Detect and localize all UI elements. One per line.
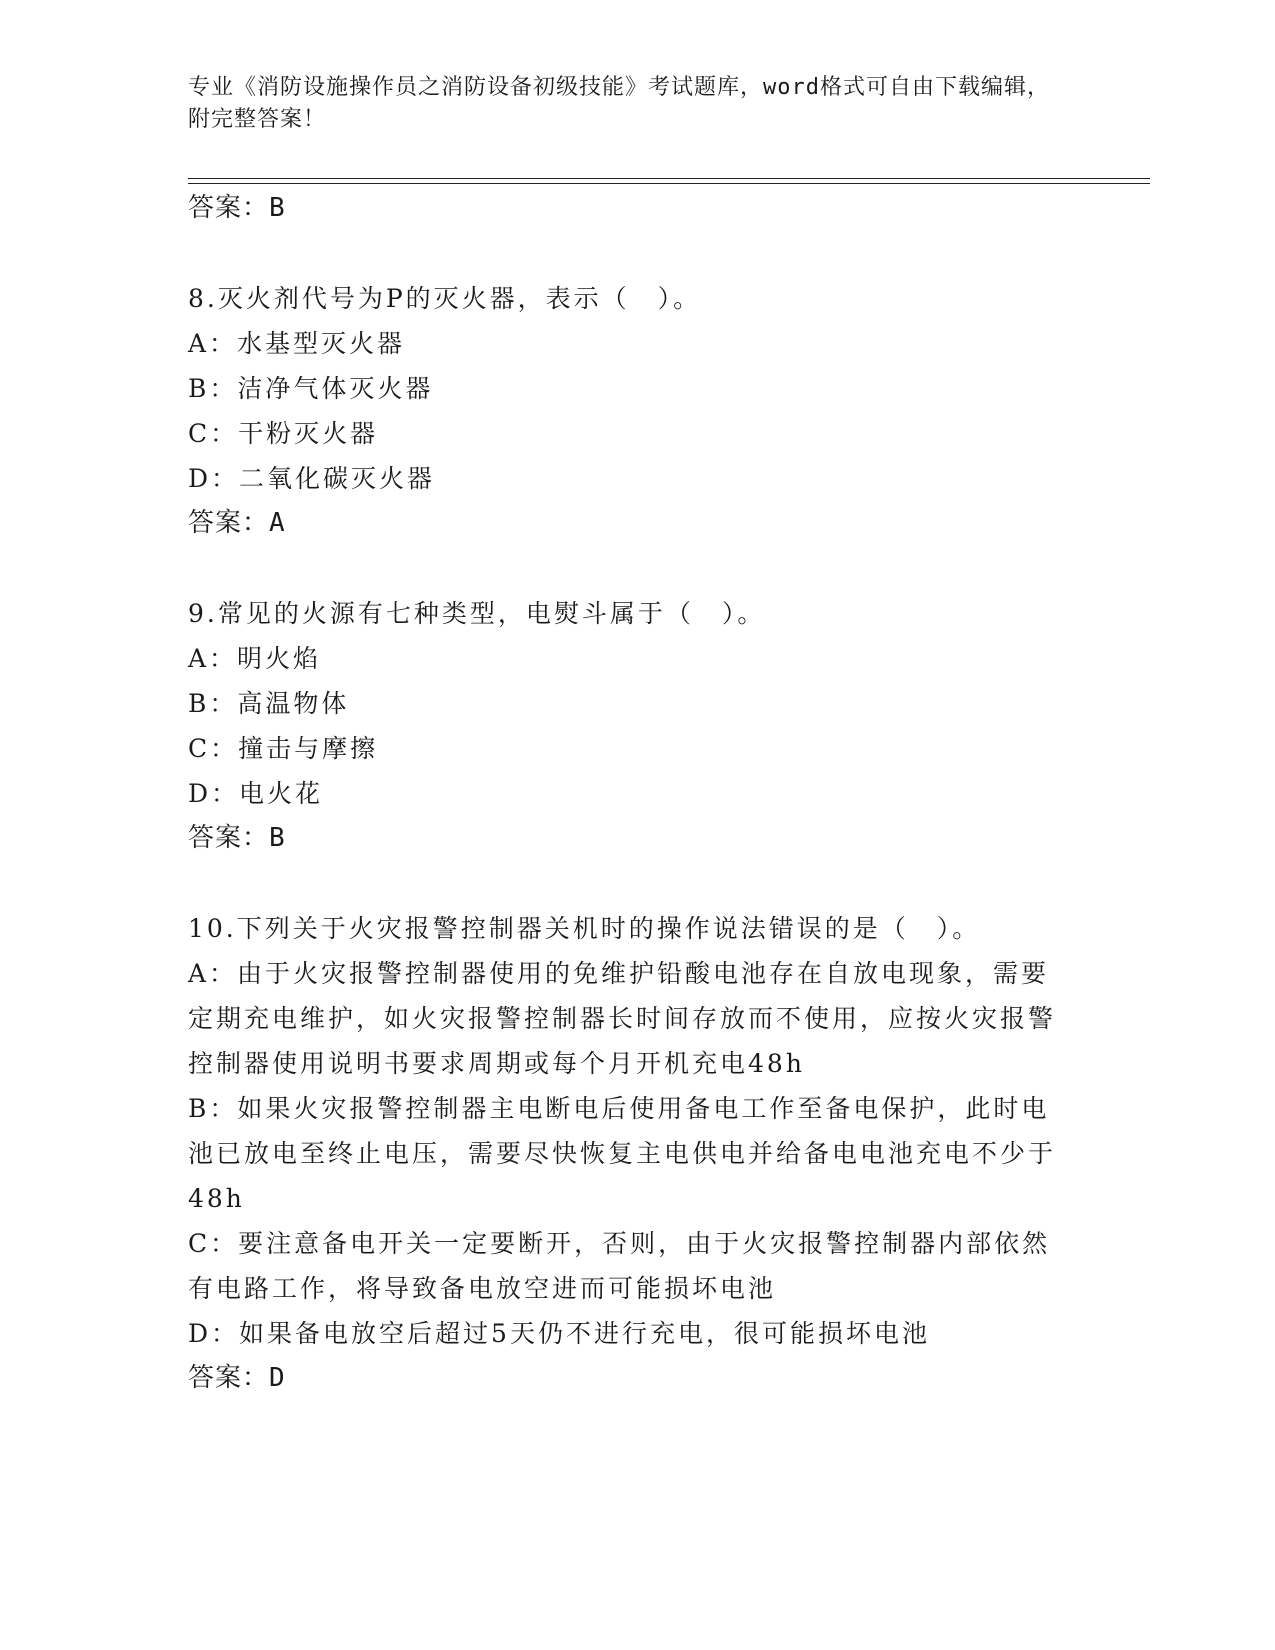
spacer: [188, 546, 1088, 591]
spacer: [188, 231, 1088, 276]
option-b: B：如果火灾报警控制器主电断电后使用备电工作至备电保护，此时电池已放电至终止电压，需要尽快恢复主电供电并给备电电池充电不少于48h: [188, 1094, 1057, 1213]
question-stem: 8.灭火剂代号为P的灭火器，表示（ ）。: [188, 284, 702, 313]
option-d: D：如果备电放空后超过5天仍不进行充电，很可能损坏电池: [188, 1319, 930, 1348]
question-stem: 9.常见的火源有七种类型，电熨斗属于（ ）。: [188, 599, 766, 628]
option-d: D：电火花: [188, 779, 324, 808]
header-rule-bottom: [188, 183, 1150, 184]
option-b: B：高温物体: [188, 689, 350, 718]
question-list: [188, 186, 1088, 1401]
question-answer: 答案：B: [188, 823, 286, 853]
option-c: C：要注意备电开关一定要断开，否则，由于火灾报警控制器内部依然有电路工作，将导致备电放空进而可能损坏电池: [188, 1229, 1051, 1303]
document-header: 专业《消防设施操作员之消防设备初级技能》考试题库，word格式可自由下载编辑，附完整答案！: [188, 75, 1050, 132]
option-d: D：二氧化碳灭火器: [188, 464, 436, 493]
question-answer: 答案：A: [188, 508, 286, 538]
question-8: [188, 276, 1088, 546]
option-a: A：水基型灭火器: [188, 329, 406, 358]
option-c: C：撞击与摩擦: [188, 734, 379, 763]
option-c: C：干粉灭火器: [188, 419, 379, 448]
question-stem: 10.下列关于火灾报警控制器关机时的操作说法错误的是（ ）。: [188, 914, 981, 943]
question-10: [188, 906, 1088, 1401]
question-9: [188, 591, 1088, 861]
spacer: [188, 861, 1088, 906]
option-b: B：洁净气体灭火器: [188, 374, 434, 403]
question-answer: 答案：D: [188, 1363, 286, 1393]
option-a: A：由于火灾报警控制器使用的免维护铅酸电池存在自放电现象，需要定期充电维护，如火灾报警控制器长时间存放而不使用，应按火灾报警控制器使用说明书要求周期或每个月开机充电48h: [188, 959, 1057, 1078]
previous-answer: 答案：B: [188, 193, 286, 223]
option-a: A：明火焰: [188, 644, 322, 673]
header-rule-top: [188, 178, 1150, 179]
